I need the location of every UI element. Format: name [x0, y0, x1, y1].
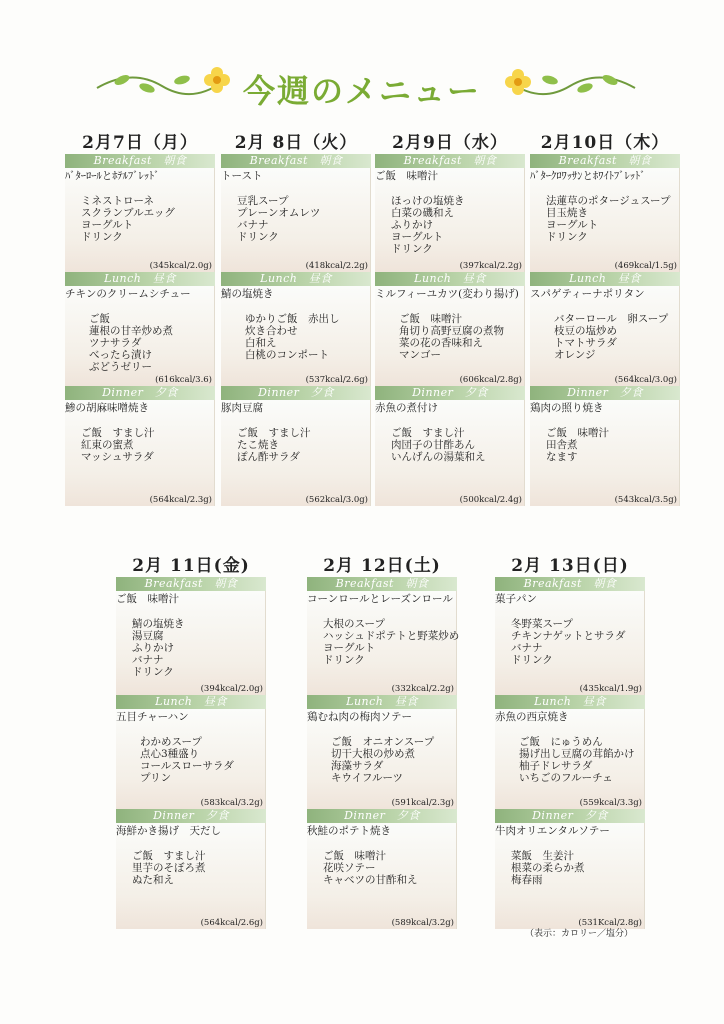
side-dish: マンゴー — [399, 349, 441, 361]
side-dish: 柚子ドレサラダ — [519, 760, 593, 772]
day-column — [307, 555, 460, 929]
breakfast-calorie-salt: (435kcal/1.9g) — [579, 684, 642, 694]
lunch-calorie-salt: (606kcal/2.8g) — [459, 375, 522, 385]
lunch-side-dishes — [116, 724, 265, 784]
day-column — [221, 132, 371, 506]
side-dish: ぽん酢サラダ — [237, 451, 300, 463]
side-dish: オレンジ — [554, 349, 596, 361]
lunch-section — [307, 709, 457, 809]
side-dish: たこ焼き — [237, 439, 279, 451]
breakfast-section — [65, 168, 215, 272]
lunch-side-dishes — [375, 301, 524, 361]
day-date: 2月10日（木） — [540, 133, 670, 153]
side-dish: バナナ — [511, 642, 543, 654]
breakfast-section — [495, 591, 645, 695]
side-dish: 紅東の蜜煮 — [81, 439, 134, 451]
dinner-side-dishes — [116, 838, 265, 886]
day-date: 2月 13日(日) — [511, 556, 629, 576]
side-dish: 白桃のコンポート — [245, 349, 329, 361]
side-dish: 根菜の柔らか煮 — [511, 862, 585, 874]
side-dish: 白和え — [245, 337, 277, 349]
lunch-main-dish: 鶏むね肉の梅肉ソテー — [307, 711, 412, 723]
lunch-header: Lunch 昼食 — [530, 272, 680, 286]
side-dish: ドリンク — [81, 231, 123, 243]
side-dish: ご飯 にゅうめん — [519, 736, 603, 748]
side-dish: 枝豆の塩炒め — [554, 325, 617, 337]
breakfast-side-dishes — [116, 606, 265, 678]
side-dish: 大根のスープ — [323, 618, 385, 630]
side-dish: スクランブルエッグ — [81, 207, 175, 219]
side-dish: 鯖の塩焼き — [132, 618, 185, 630]
breakfast-section — [375, 168, 525, 272]
side-dish: ドリンク — [132, 666, 174, 678]
lunch-side-dishes — [530, 301, 679, 361]
lunch-side-dishes — [495, 724, 644, 784]
side-dish: ゆかりご飯 赤出し — [245, 313, 340, 325]
lunch-section — [221, 286, 371, 386]
breakfast-header: Breakfast 朝食 — [495, 577, 645, 591]
side-dish: マッシュサラダ — [81, 451, 154, 463]
day-date: 2月9日（水） — [392, 133, 508, 153]
side-dish: 海藻サラダ — [331, 760, 384, 772]
side-dish: ご飯 — [89, 313, 110, 325]
lunch-calorie-salt: (583kcal/3.2g) — [200, 798, 263, 808]
side-dish: 里芋のそぼろ煮 — [132, 862, 206, 874]
breakfast-side-dishes — [375, 183, 524, 255]
lunch-section — [116, 709, 266, 809]
side-dish: キャベツの甘酢和え — [323, 874, 418, 886]
breakfast-section — [116, 591, 266, 695]
lunch-header: Lunch 昼食 — [375, 272, 525, 286]
breakfast-main-dish: トースト — [221, 170, 263, 182]
side-dish: 菜飯 生姜汁 — [511, 850, 574, 862]
side-dish: いんげんの湯葉和え — [391, 451, 486, 463]
side-dish: ヨーグルト — [391, 231, 444, 243]
lunch-main-dish: ミルフィーユカツ(変わり揚げ) — [375, 288, 519, 300]
breakfast-side-dishes — [495, 606, 644, 666]
day-column — [495, 555, 645, 929]
lunch-header: Lunch 昼食 — [495, 695, 645, 709]
side-dish: 菜の花の香味和え — [399, 337, 483, 349]
dinner-header: Dinner 夕食 — [307, 809, 457, 823]
lunch-section — [65, 286, 215, 386]
side-dish: いちごのフルーチェ — [519, 772, 613, 784]
side-dish: ヨーグルト — [546, 219, 599, 231]
lunch-calorie-salt: (559kcal/3.3g) — [579, 798, 642, 808]
day-column — [65, 132, 215, 506]
breakfast-header: Breakfast 朝食 — [65, 154, 215, 168]
side-dish: 冬野菜スープ — [511, 618, 573, 630]
dinner-main-dish: 鶏肉の照り焼き — [530, 402, 604, 414]
breakfast-calorie-salt: (332kcal/2.2g) — [391, 684, 454, 694]
day-date: 2月 11日(金) — [132, 556, 250, 576]
side-dish: バターロール 卵スープ — [554, 313, 669, 325]
lunch-main-dish: 五目チャーハン — [116, 711, 189, 723]
breakfast-header: Breakfast 朝食 — [221, 154, 371, 168]
breakfast-header: Breakfast 朝食 — [116, 577, 266, 591]
lunch-side-dishes — [221, 301, 370, 361]
dinner-calorie-salt: (543kcal/3.5g) — [614, 495, 677, 505]
dinner-section — [375, 400, 525, 506]
breakfast-main-dish: ご飯 味噌汁 — [375, 170, 438, 182]
lunch-header: Lunch 昼食 — [221, 272, 371, 286]
side-dish: ドリンク — [323, 654, 365, 666]
day-column — [530, 132, 680, 506]
side-dish: ご飯 すまし汁 — [237, 427, 311, 439]
side-dish: 点心3種盛り — [140, 748, 200, 760]
side-dish: バナナ — [132, 654, 164, 666]
breakfast-main-dish: ﾊﾞﾀｰｸﾛﾜｯｻﾝとﾎﾜｲﾄﾌﾞﾚｯﾄﾞ — [530, 170, 646, 182]
side-dish: 蓮根の甘辛炒め煮 — [89, 325, 173, 337]
side-dish: 揚げ出し豆腐の茸餡かけ — [519, 748, 635, 760]
side-dish: ご飯 味噌汁 — [546, 427, 609, 439]
side-dish: 法蓮草のポタージュスープ — [546, 195, 671, 207]
side-dish: 湯豆腐 — [132, 630, 164, 642]
side-dish: わかめスープ — [140, 736, 202, 748]
side-dish: ドリンク — [391, 243, 433, 255]
breakfast-main-dish: コーンロールとレーズンロール — [307, 593, 453, 605]
side-dish: バナナ — [237, 219, 269, 231]
lunch-calorie-salt: (591kcal/2.3g) — [391, 798, 454, 808]
lunch-main-dish: チキンのクリームシチュー — [65, 288, 191, 300]
side-dish: なます — [546, 451, 578, 463]
side-dish: ミネストローネ — [81, 195, 154, 207]
dinner-side-dishes — [375, 415, 524, 463]
dinner-main-dish: 豚肉豆腐 — [221, 402, 263, 414]
breakfast-side-dishes — [307, 606, 460, 666]
side-dish: 白菜の磯和え — [391, 207, 454, 219]
side-dish: 切干大根の炒め煮 — [331, 748, 415, 760]
side-dish: ご飯 すまし汁 — [81, 427, 155, 439]
side-dish: ぶどうゼリー — [89, 361, 152, 373]
side-dish: ご飯 すまし汁 — [391, 427, 465, 439]
legend-note: （表示：カロリー／塩分） — [525, 929, 634, 939]
breakfast-section — [530, 168, 680, 272]
side-dish: ふりかけ — [132, 642, 174, 654]
dinner-side-dishes — [530, 415, 679, 463]
lunch-side-dishes — [65, 301, 214, 373]
breakfast-section — [221, 168, 371, 272]
side-dish: チキンナゲットとサラダ — [511, 630, 626, 642]
dinner-calorie-salt: (500kcal/2.4g) — [459, 495, 522, 505]
lunch-header: Lunch 昼食 — [307, 695, 457, 709]
breakfast-header: Breakfast 朝食 — [375, 154, 525, 168]
breakfast-main-dish: ご飯 味噌汁 — [116, 593, 179, 605]
side-dish: 炊き合わせ — [245, 325, 298, 337]
dinner-main-dish: 海鮮かき揚げ 天だし — [116, 825, 221, 837]
side-dish: 肉団子の甘酢あん — [391, 439, 475, 451]
lunch-header: Lunch 昼食 — [65, 272, 215, 286]
breakfast-main-dish: 菓子パン — [495, 593, 537, 605]
side-dish: 角切り高野豆腐の煮物 — [399, 325, 504, 337]
side-dish: ほっけの塩焼き — [391, 195, 465, 207]
side-dish: ヨーグルト — [323, 642, 376, 654]
side-dish: 目玉焼き — [546, 207, 588, 219]
breakfast-main-dish: ﾊﾞﾀｰﾛｰﾙとﾎﾃﾙﾌﾞﾚｯﾄﾞ — [65, 170, 160, 182]
side-dish: キウイフルーツ — [331, 772, 404, 784]
side-dish: べったら漬け — [89, 349, 152, 361]
dinner-calorie-salt: (531Kcal/2.8g) — [578, 918, 642, 928]
dinner-section — [530, 400, 680, 506]
lunch-header: Lunch 昼食 — [116, 695, 266, 709]
dinner-main-dish: 牛肉オリエンタルソテー — [495, 825, 610, 837]
side-dish: 田舎煮 — [546, 439, 578, 451]
dinner-side-dishes — [307, 838, 456, 886]
dinner-header: Dinner 夕食 — [495, 809, 645, 823]
breakfast-section — [307, 591, 460, 695]
title-area — [0, 58, 724, 118]
side-dish: ご飯 味噌汁 — [323, 850, 386, 862]
lunch-section — [530, 286, 680, 386]
side-dish: ふりかけ — [391, 219, 433, 231]
dinner-main-dish: 秋鮭のポテト焼き — [307, 825, 391, 837]
dinner-calorie-salt: (564kcal/2.6g) — [200, 918, 263, 928]
day-date: 2月7日（月） — [82, 133, 198, 153]
lunch-main-dish: 赤魚の西京焼き — [495, 711, 569, 723]
side-dish: プレーンオムレツ — [237, 207, 321, 219]
dinner-main-dish: 鯵の胡麻味噌焼き — [65, 402, 149, 414]
dinner-calorie-salt: (564kcal/2.3g) — [149, 495, 212, 505]
lunch-calorie-salt: (616kcal/3.6) — [155, 375, 212, 385]
dinner-header: Dinner 夕食 — [530, 386, 680, 400]
breakfast-calorie-salt: (345kcal/2.0g) — [149, 261, 212, 271]
breakfast-header: Breakfast 朝食 — [530, 154, 680, 168]
side-dish: ご飯 オニオンスープ — [331, 736, 435, 748]
side-dish: ご飯 すまし汁 — [132, 850, 206, 862]
breakfast-side-dishes — [65, 183, 214, 243]
dinner-section — [221, 400, 371, 506]
day-column — [375, 132, 525, 506]
dinner-side-dishes — [65, 415, 214, 463]
breakfast-calorie-salt: (469kcal/1.5g) — [614, 261, 677, 271]
side-dish: ぬた和え — [132, 874, 174, 886]
lunch-main-dish: 鯖の塩焼き — [221, 288, 274, 300]
side-dish: ご飯 味噌汁 — [399, 313, 462, 325]
dinner-section — [65, 400, 215, 506]
dinner-side-dishes — [495, 838, 644, 886]
page-title: 今週のメニュー — [242, 72, 481, 110]
side-dish: コールスローサラダ — [140, 760, 234, 772]
side-dish: ツナサラダ — [89, 337, 142, 349]
lunch-section — [375, 286, 525, 386]
breakfast-calorie-salt: (397kcal/2.2g) — [459, 261, 522, 271]
breakfast-side-dishes — [221, 183, 370, 243]
day-date: 2月 12日(土) — [323, 556, 441, 576]
side-dish: ヨーグルト — [81, 219, 134, 231]
dinner-section — [116, 823, 266, 929]
lunch-calorie-salt: (564kcal/3.0g) — [614, 375, 677, 385]
side-dish: トマトサラダ — [554, 337, 617, 349]
dinner-header: Dinner 夕食 — [375, 386, 525, 400]
side-dish: プリン — [140, 772, 172, 784]
lunch-calorie-salt: (537kcal/2.6g) — [305, 375, 368, 385]
lunch-section — [495, 709, 645, 809]
lunch-side-dishes — [307, 724, 456, 784]
day-column — [116, 555, 266, 929]
dinner-side-dishes — [221, 415, 370, 463]
breakfast-header: Breakfast 朝食 — [307, 577, 457, 591]
day-date: 2月 8日（火） — [234, 133, 358, 153]
dinner-header: Dinner 夕食 — [221, 386, 371, 400]
side-dish: ハッシュドポテトと野菜炒め — [323, 630, 460, 642]
breakfast-calorie-salt: (394kcal/2.0g) — [200, 684, 263, 694]
dinner-header: Dinner 夕食 — [65, 386, 215, 400]
dinner-header: Dinner 夕食 — [116, 809, 266, 823]
side-dish: ドリンク — [546, 231, 588, 243]
lunch-main-dish: スパゲティーナポリタン — [530, 288, 645, 300]
dinner-main-dish: 赤魚の煮付け — [375, 402, 438, 414]
side-dish: ドリンク — [237, 231, 279, 243]
dinner-section — [495, 823, 645, 929]
side-dish: 梅春雨 — [511, 874, 543, 886]
side-dish: 花咲ソテー — [323, 862, 376, 874]
dinner-calorie-salt: (562kcal/3.0g) — [305, 495, 368, 505]
breakfast-calorie-salt: (418kcal/2.2g) — [305, 261, 368, 271]
flower-vine-right-icon — [490, 58, 640, 108]
dinner-calorie-salt: (589kcal/3.2g) — [391, 918, 454, 928]
breakfast-side-dishes — [530, 183, 679, 243]
side-dish: 豆乳スープ — [237, 195, 289, 207]
side-dish: ドリンク — [511, 654, 553, 666]
dinner-section — [307, 823, 457, 929]
